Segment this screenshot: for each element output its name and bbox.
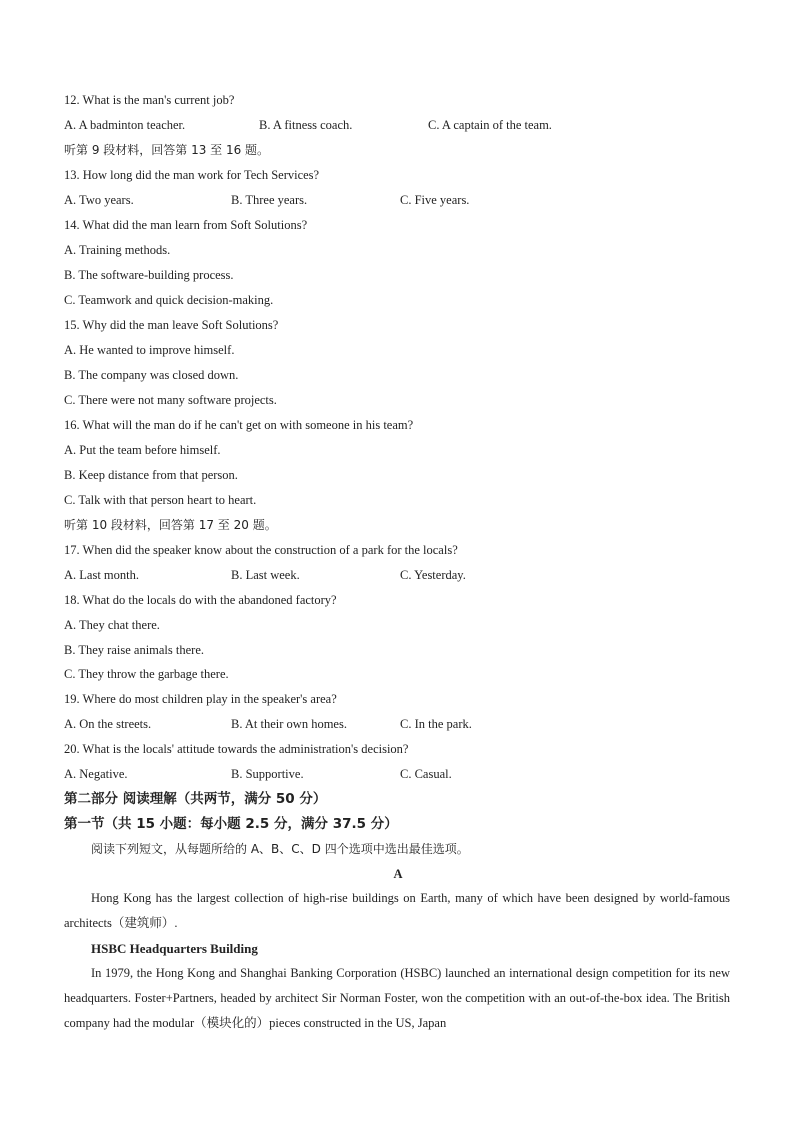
option-b: B. The software-building process. [64,268,234,282]
question-12: 12. What is the man's current job? [64,93,235,107]
section-9-heading: 听第 9 段材料，回答第 13 至 16 题。 [64,143,270,157]
section-1-title: 第一节（共 15 小题：每小题 2.5 分，满分 37.5 分） [64,816,398,832]
option-a: A. Training methods. [64,243,171,257]
question-17: 17. When did the speaker know about the construction of a park for the locals? [64,543,458,557]
option-a: A. Two years. [64,193,134,207]
option-c: C. Talk with that person heart to heart. [64,493,257,507]
question-15: 15. Why did the man leave Soft Solutions? [64,318,279,332]
option-b: B. At their own homes. [231,717,347,731]
question-14: 14. What did the man learn from Soft Solutions? [64,218,308,232]
option-c: C. A captain of the team. [428,118,552,132]
option-a: A. On the streets. [64,717,152,731]
option-a: A. Negative. [64,767,128,781]
reading-instruction: 阅读下列短文，从每题所给的 A、B、C、D 四个选项中选出最佳选项。 [91,842,469,856]
question-16: 16. What will the man do if he can't get on with someone in his team? [64,418,414,432]
option-b: B. Three years. [231,193,308,207]
option-a: A. A badminton teacher. [64,118,186,132]
option-a: A. Put the team before himself. [64,443,221,457]
question-19: 19. Where do most children play in the speaker's area? [64,692,337,706]
option-b: B. They raise animals there. [64,643,205,657]
part-2-title: 第二部分 阅读理解（共两节，满分 50 分） [64,791,327,807]
question-13: 13. How long did the man work for Tech Services? [64,168,320,182]
option-b: B. A fitness coach. [259,118,353,132]
question-18: 18. What do the locals do with the abandoned factory? [64,593,337,607]
option-b: B. Last week. [231,568,300,582]
option-c: C. They throw the garbage there. [64,667,229,681]
option-a: A. He wanted to improve himself. [64,343,235,357]
option-a: A. They chat there. [64,618,160,632]
passage-letter: A [393,867,403,881]
question-20: 20. What is the locals' attitude towards the administration's decision? [64,742,409,756]
option-c: C. There were not many software projects. [64,393,277,407]
option-c: C. Casual. [400,767,452,781]
section-10-heading: 听第 10 段材料，回答第 17 至 20 题。 [64,518,277,532]
passage-intro: Hong Kong has the largest collection of high-rise buildings on Earth, many of which have been designed by world-famous architects（建筑师）. [64,891,730,930]
option-b: B. Supportive. [231,767,304,781]
passage-paragraph-1: In 1979, the Hong Kong and Shanghai Banking Corporation (HSBC) launched an international design competition for its new headquarters. Foster+Partners, headed by architect Sir Norman Foster, won the competition with an out-of-the-box idea. The British company had the modular（模块化的）pieces constructed in the US, Japan [64,966,730,1030]
option-c: C. In the park. [400,717,472,731]
option-b: B. The company was closed down. [64,368,239,382]
option-c: C. Yesterday. [400,568,466,582]
option-c: C. Five years. [400,193,470,207]
option-a: A. Last month. [64,568,139,582]
option-c: C. Teamwork and quick decision-making. [64,293,274,307]
subheading: HSBC Headquarters Building [91,941,258,956]
option-b: B. Keep distance from that person. [64,468,238,482]
